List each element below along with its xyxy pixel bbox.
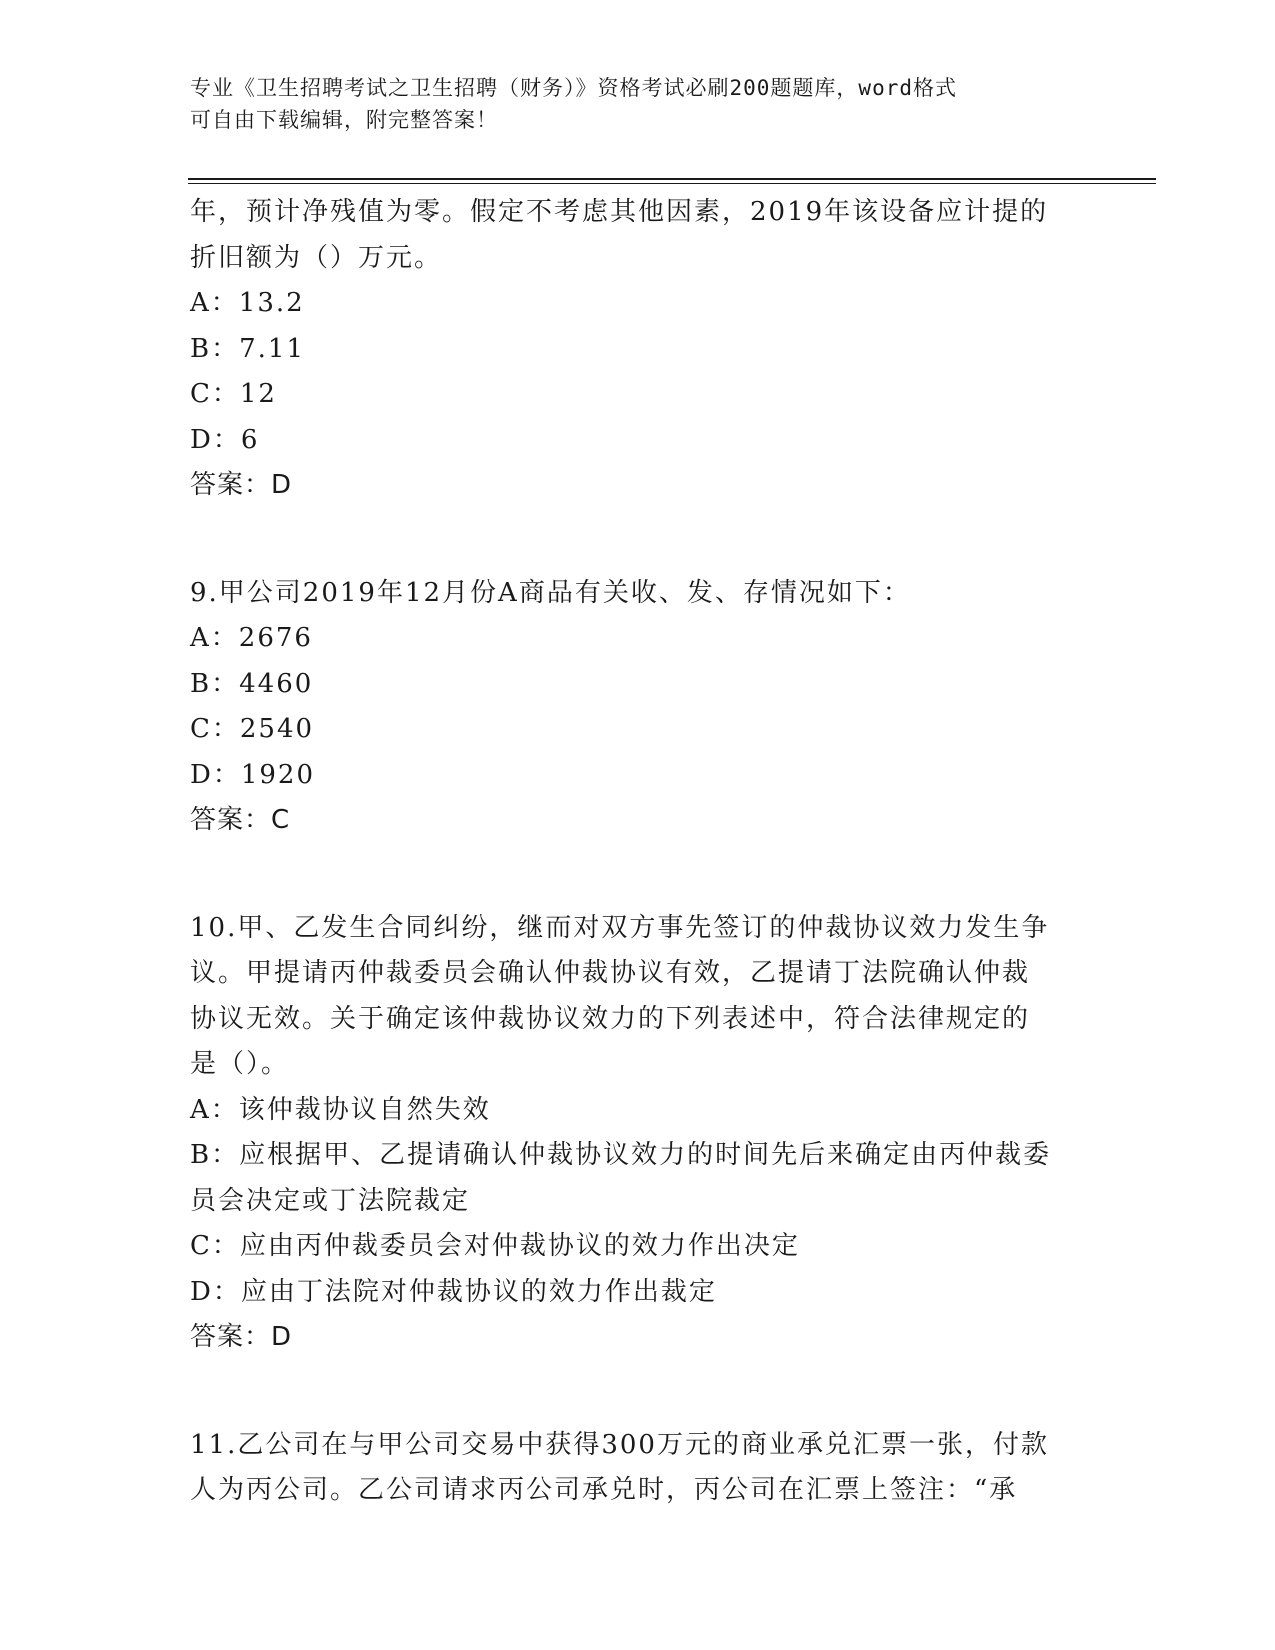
option-b: B：7.11 (190, 333, 305, 364)
option-a: A：13.2 (190, 288, 305, 318)
header-title-line-2: 可自由下载编辑，附完整答案！ (190, 108, 498, 132)
question-stem-line: 协议无效。关于确定该仲裁协议效力的下列表述中，符合法律规定的 (190, 1003, 1031, 1034)
question-stem-line: 10.甲、乙发生合同纠纷，继而对双方事先签订的仲裁协议效力发生争 (190, 912, 1050, 943)
header-divider-thick (188, 178, 1156, 180)
answer: 答案：C (190, 805, 291, 835)
question-stem-line: 年，预计净残值为零。假定不考虑其他因素，2019年该设备应计提的 (190, 197, 1049, 227)
question-11 (190, 1423, 1090, 1514)
option-d: D：6 (190, 424, 260, 455)
option-c: C：应由丙仲裁委员会对仲裁协议的效力作出决定 (190, 1231, 800, 1261)
question-stem-line: 折旧额为（）万元。 (190, 242, 443, 273)
question-10 (190, 906, 1090, 1361)
document-header (190, 72, 1080, 136)
question-stem-line: 人为丙公司。乙公司请求丙公司承兑时，丙公司在汇票上签注：“承 (190, 1475, 1018, 1505)
option-b: B：应根据甲、乙提请确认仲裁协议效力的时间先后来确定由丙仲裁委 (190, 1140, 1052, 1170)
option-d: D：应由丁法院对仲裁协议的效力作出裁定 (190, 1276, 717, 1307)
header-divider-thin (188, 183, 1156, 184)
spacer (190, 1361, 1090, 1423)
question-list (190, 190, 1090, 1514)
spacer (190, 509, 1090, 571)
question-stem-line: 议。甲提请丙仲裁委员会确认仲裁协议有效，乙提请丁法院确认仲裁 (190, 958, 1031, 988)
question-stem-line: 9.甲公司2019年12月份A商品有关收、发、存情况如下： (190, 577, 911, 608)
answer: 答案：D (190, 470, 293, 500)
option-b: B：4460 (190, 668, 314, 699)
question-stem-line: 11.乙公司在与甲公司交易中获得300万元的商业承兑汇票一张，付款 (190, 1429, 1049, 1460)
spacer (190, 844, 1090, 906)
option-a: A：该仲裁协议自然失效 (190, 1094, 491, 1125)
question-stem-line: 是（）。 (190, 1049, 290, 1079)
answer: 答案：D (190, 1322, 293, 1352)
option-d: D：1920 (190, 759, 316, 790)
option-c: C：2540 (190, 714, 315, 744)
header-title-line-1: 专业《卫生招聘考试之卫生招聘（财务）》资格考试必刷200题题库，word格式 (190, 76, 957, 100)
option-b-continued: 员会决定或丁法院裁定 (190, 1185, 471, 1216)
question-8 (190, 190, 1090, 509)
option-c: C：12 (190, 379, 277, 409)
question-9 (190, 571, 1090, 844)
option-a: A：2676 (190, 623, 313, 653)
